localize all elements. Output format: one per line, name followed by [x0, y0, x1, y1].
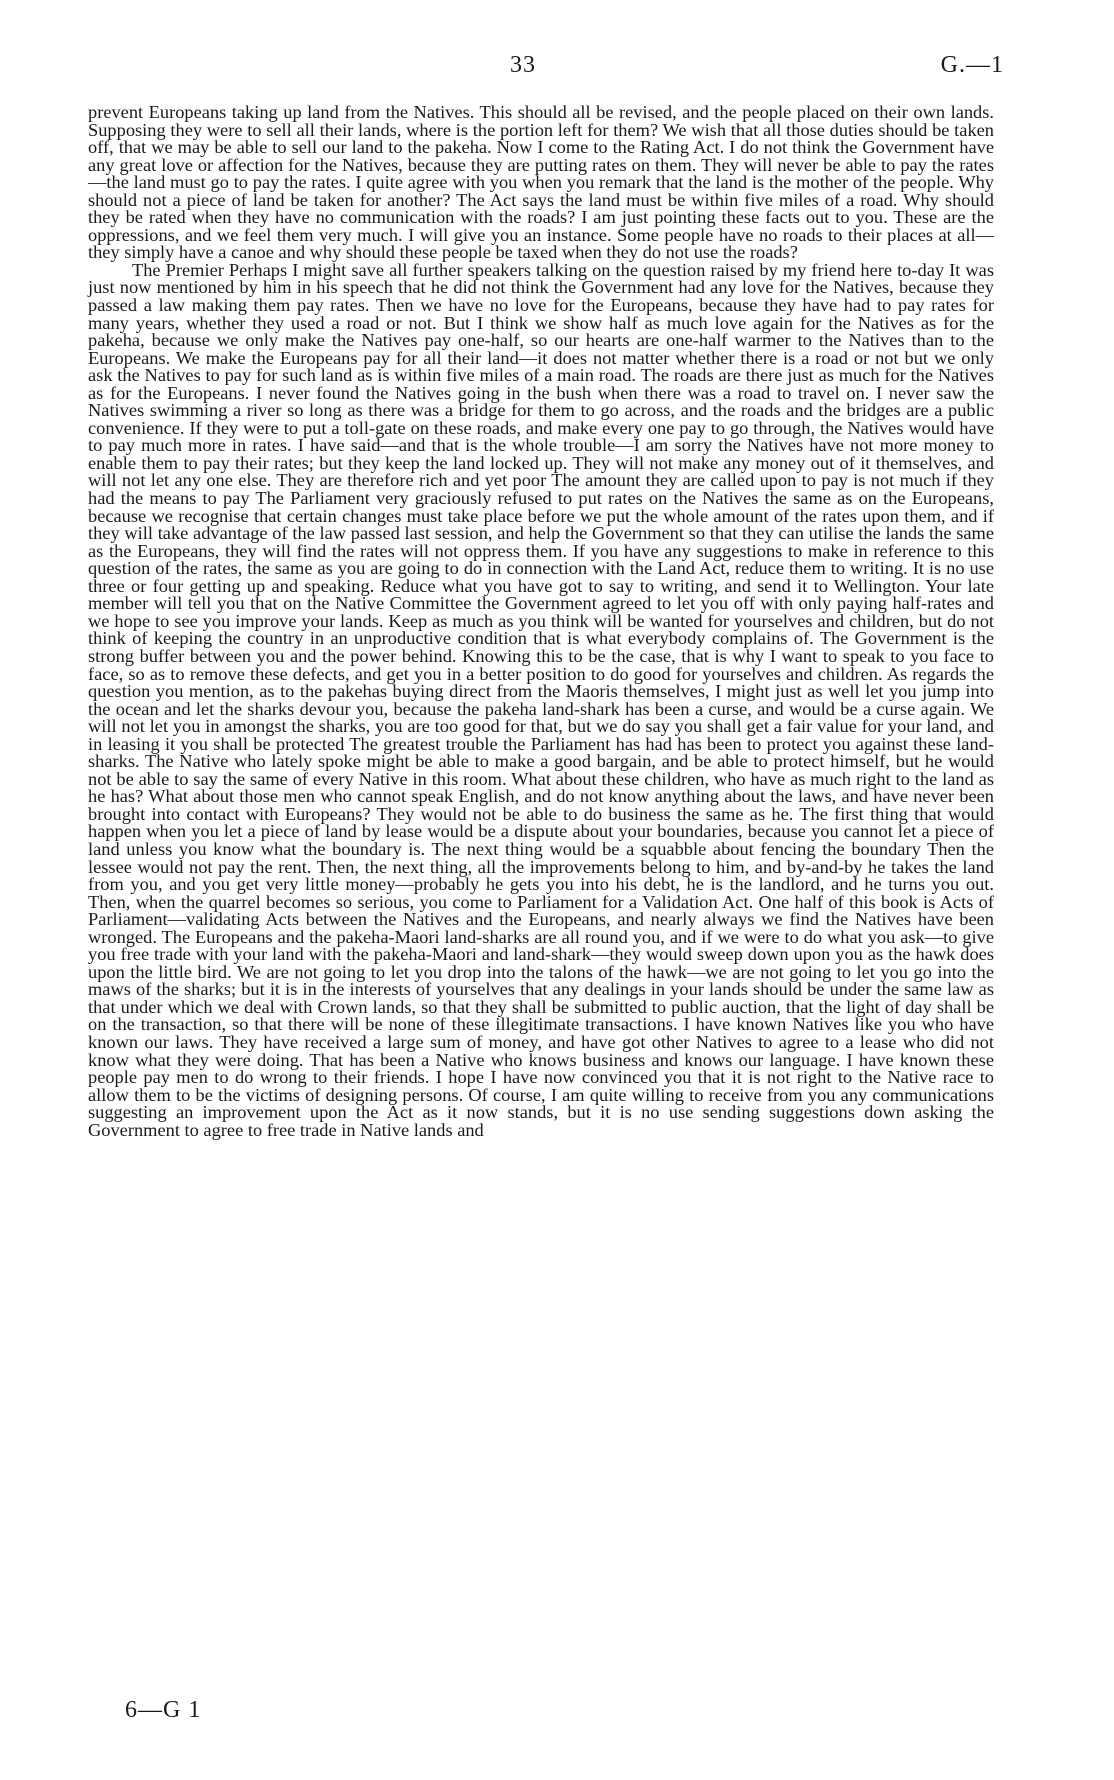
paragraph-premier-reply: The Premier Perhaps I might save all further speakers talking on the question raised by my friend here to-day It was just now mentioned by him in his speech that he did not think the Government had any love for the Natives, because they passed a law making them pay rates. Then we have no love for the Europeans, because they have had to pay rates for many years, whether they used a road or not. But I think we show half as much love again for the Natives as for the pakeha, because we only make the Natives pay one-half, so our hearts are one-half warmer to the Natives than to the Europeans. We make the Europeans pay for all their land—it does not matter whether there is a road or not but we only ask the Natives to pay for such land as is within five miles of a main road. The roads are there just as much for the Natives as for the Europeans. I never found the Natives going in the bush when there was a road to travel on. I never saw the Natives swimming a river so long as there was a bridge for them to go across, and the roads and the bridges are a public convenience. If they were to put a toll-gate on these roads, and make every one pay to go through, the Natives would have to pay much more in rates. I have said—and that is the whole trouble—I am sorry the Natives have not more money to enable them to pay their rates; but they keep the land locked up. They will not make any money out of it themselves, and will not let any one else. They are therefore rich and yet poor The amount they are called upon to pay is not much if they had the means to pay The Parliament very graciously refused to put rates on the Natives the same as on the Europeans, because we recognise that certain changes must take place before we put the whole amount of the rates upon them, and if they will take advantage of the law passed last session, and help the Government so that they can utilise the lands the same as the Europeans, they will find the rates will not oppress them. If you have any suggestions to make in reference to this question of the rates, the same as you are going to do in connection with the Land Act, reduce them to writing. It is no use three or four getting up and speaking. Reduce what you have got to say to writing, and send it to Wellington. Your late member will tell you that on the Native Committee the Government agreed to let you off with only paying half-rates and we hope to see you improve your lands. Keep as much as you think will be wanted for yourselves and children, but do not think of keeping the country in an unproductive condition that is what everybody complains of. The Government is the strong buffer between you and the power behind. Knowing this to be the case, that is why I want to speak to you face to face, so as to remove these defects, and get you in a better position to do good for yourselves and children. As regards the question you mention, as to the pakehas buying direct from the Maoris themselves, I might just as well let you jump into the ocean and let the sharks devour you, because the pakeha land-shark has been a curse, and would be a curse again. We will not let you in amongst the sharks, you are too good for that, but we do say you shall get a fair value for your land, and in leasing it you shall be protected The greatest trouble the Parliament has had has been to protect you against these land-sharks. The Native who lately spoke might be able to make a good bargain, and be able to protect himself, but he would not be able to say the same of every Native in this room. What about these children, who have as much right to the land as he has? What about those men who cannot speak English, and do not know anything about the laws, and have never been brought into contact with Europeans? They would not be able to do business the same as he. The first thing that would happen when you let a piece of land by lease would be a dispute about your boundaries, because you cannot let a piece of land unless you know what the boundary is. The next thing would be a squabble about fencing the boundary Then the lessee would not pay the rent. Then, the next thing, all the improvements belong to him, and by-and-by he takes the land from you, and you get very little money—probably he gets you into his debt, he is the landlord, and he turns you out. Then, when the quarrel becomes so serious, you come to Parliament for a Validation Act. One half of this book is Acts of Parliament—validating Acts between the Natives and the Europeans, and nearly always we find the Natives have been wronged. The Europeans and the pakeha-Maori land-sharks are all round you, and if we were to do what you ask—to give you free trade with your land with the pakeha-Maori and land-shark—they would sweep down upon you as the hawk does upon the little bird. We are not going to let you drop into the talons of the hawk—we are not going to let you go into the maws of the sharks; but it is in the interests of yourselves that any dealings in your lands should be under the same law as that under which we deal with Crown lands, so that they shall be submitted to public auction, that the light of day shall be on the transaction, so that there will be none of these illegitimate transactions. I have known Natives like you who have known our laws. They have received a large sum of money, and have got other Natives to agree to a lease who did not know what they were doing. That has been a Native who knows business and knows our language. I have known these people pay men to do wrong to their friends. I hope I have now convinced you that it is not right to the Native race to allow them to be the victims of designing persons. Of course, I am quite willing to receive from you any communications suggesting an improvement upon the Act as it now stands, but it is no use sending suggestions down asking the Government to agree to free trade in Native lands and: [88, 259, 994, 1140]
document-body: [88, 104, 994, 1139]
paper-reference: G.—1: [940, 52, 1004, 78]
page-number: 33: [510, 52, 536, 78]
paragraph-continuation: prevent Europeans taking up land from the Natives. This should all be revised, and the people placed on their own lands. Supposing they were to sell all their lands, where is the portion left for them? We wish that all those duties should be taken off, that we may be able to sell our land to the pakeha. Now I come to the Rating Act. I do not think the Government have any great love or affection for the Natives, because they are putting rates on them. They will never be able to pay the rates—the land must go to pay the rates. I quite agree with you when you remark that the land is the mother of the people. Why should not a piece of land be taken for another? The Act says the land must be within five miles of a road. Why should they be rated when they have no communication with the roads? I am just pointing these facts out to you. These are the oppressions, and we feel them very much. I will give you an instance. Some people have no roads to their places at all—they simply have a canoe and why should these people be taxed when they do not use the roads?: [88, 102, 994, 263]
printer-signature-mark: 6—G 1: [125, 1697, 202, 1723]
page-header: [0, 52, 1114, 86]
